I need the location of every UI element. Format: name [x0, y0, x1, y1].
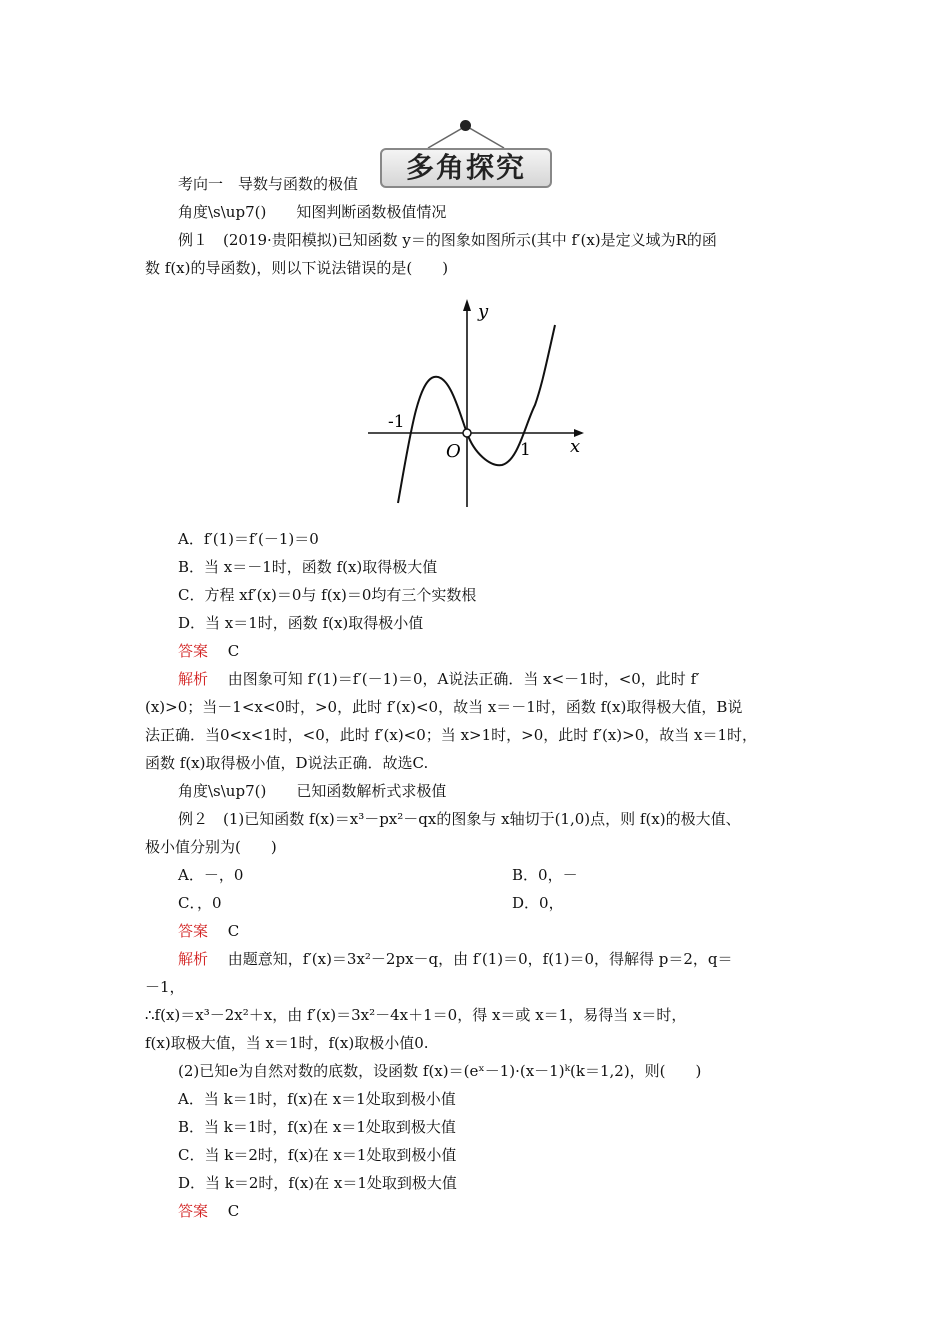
answer-1 — [178, 641, 239, 661]
solution-1-line-1 — [178, 669, 700, 689]
origin-hollow-point — [463, 429, 471, 437]
solution-2-line-4: f(x)取极大值，当 x＝1时，f(x)取极小值0. — [145, 1034, 429, 1052]
answer-label: 答案 — [178, 642, 209, 660]
solution-2-line-2: －1， — [145, 978, 185, 996]
option-c-1: C．方程 xf′(x)＝0与 f(x)＝0均有三个实数根 — [178, 586, 477, 604]
answer-2 — [178, 921, 239, 941]
option-d-2: D．0， — [512, 894, 564, 912]
example-1-line-1: 例１ (2019·贵阳模拟)已知函数 y＝的图象如图所示(其中 f′(x)是定义域为R的函 — [178, 231, 717, 249]
solution-2-line-3: ∴f(x)＝x³－2x²＋x，由 f′(x)＝3x²－4x＋1＝0，得 x＝或 x＝1，易得当 x＝时， — [145, 1006, 687, 1024]
answer-3 — [178, 1201, 239, 1221]
badge-title: 多角探究 — [380, 148, 552, 188]
solution-1-line-2: (x)>0；当－1<x<0时，>0，此时 f′(x)<0，故当 x＝－1时，函数 f(x)取得极大值，B说 — [145, 698, 743, 716]
option-d-1: D．当 x＝1时，函数 f(x)取得极小值 — [178, 614, 424, 632]
option-a-3: A．当 k＝1时，f(x)在 x＝1处取到极小值 — [178, 1090, 456, 1108]
example-2-part-2: (2)已知e为自然对数的底数，设函数 f(x)＝(eˣ－1)·(x－1)ᵏ(k＝1,2)，则( ) — [178, 1062, 702, 1080]
y-axis-label: y — [478, 301, 489, 322]
solution-2-line-1 — [178, 949, 733, 969]
derivative-curve — [398, 325, 555, 503]
derivative-graph — [350, 285, 602, 525]
option-a-2: A．－，0 — [178, 866, 244, 884]
solution-text: 由题意知，f′(x)＝3x²－2px－q，由 f′(1)＝0，f(1)＝0，得解得 p＝2，q＝ — [227, 950, 733, 968]
option-a-1: A．f′(1)＝f′(－1)＝0 — [178, 530, 319, 548]
x-axis-label: x — [570, 436, 581, 457]
section-heading: 考向一 导数与函数的极值 — [178, 175, 359, 193]
option-b-1: B．当 x＝－1时，函数 f(x)取得极大值 — [178, 558, 438, 576]
example-1-line-2: 数 f(x)的导函数)，则以下说法错误的是( ) — [145, 259, 449, 277]
tick-label-neg-one: -1 — [388, 412, 405, 432]
solution-text: 由图象可知 f′(1)＝f′(－1)＝0，A说法正确．当 x<－1时，<0，此时 f′ — [227, 670, 700, 688]
solution-1-line-3: 法正确．当0<x<1时，<0，此时 f′(x)<0；当 x>1时，>0，此时 f′(x)>0，故当 x＝1时， — [145, 726, 758, 744]
angle-heading-2: 角度\s\up7() 已知函数解析式求极值 — [178, 782, 447, 800]
origin-label: O — [446, 441, 461, 462]
badge-dot-icon — [460, 120, 471, 131]
option-c-3: C．当 k＝2时，f(x)在 x＝1处取到极小值 — [178, 1146, 457, 1164]
option-b-2: B．0，－ — [512, 866, 578, 884]
example-2-line-1: 例２ (1)已知函数 f(x)＝x³－px²－qx的图象与 x轴切于(1,0)点，则 f(x)的极大值、 — [178, 810, 741, 828]
answer-value: C — [227, 1202, 240, 1220]
solution-1-line-4: 函数 f(x)取得极小值，D说法正确．故选C. — [145, 754, 429, 772]
example-2-line-2: 极小值分别为( ) — [145, 838, 277, 856]
y-axis-arrow-icon — [463, 299, 471, 311]
option-b-3: B．当 k＝1时，f(x)在 x＝1处取到极大值 — [178, 1118, 456, 1136]
angle-heading-1: 角度\s\up7() 知图判断函数极值情况 — [178, 203, 447, 221]
option-c-2: C．，0 — [178, 894, 222, 912]
answer-value: C — [227, 642, 240, 660]
solution-label: 解析 — [178, 950, 209, 968]
answer-value: C — [227, 922, 240, 940]
answer-label: 答案 — [178, 1202, 209, 1220]
solution-label: 解析 — [178, 670, 209, 688]
option-d-3: D．当 k＝2时，f(x)在 x＝1处取到极大值 — [178, 1174, 457, 1192]
tick-label-one: 1 — [520, 440, 531, 460]
answer-label: 答案 — [178, 922, 209, 940]
section-badge — [378, 120, 558, 192]
